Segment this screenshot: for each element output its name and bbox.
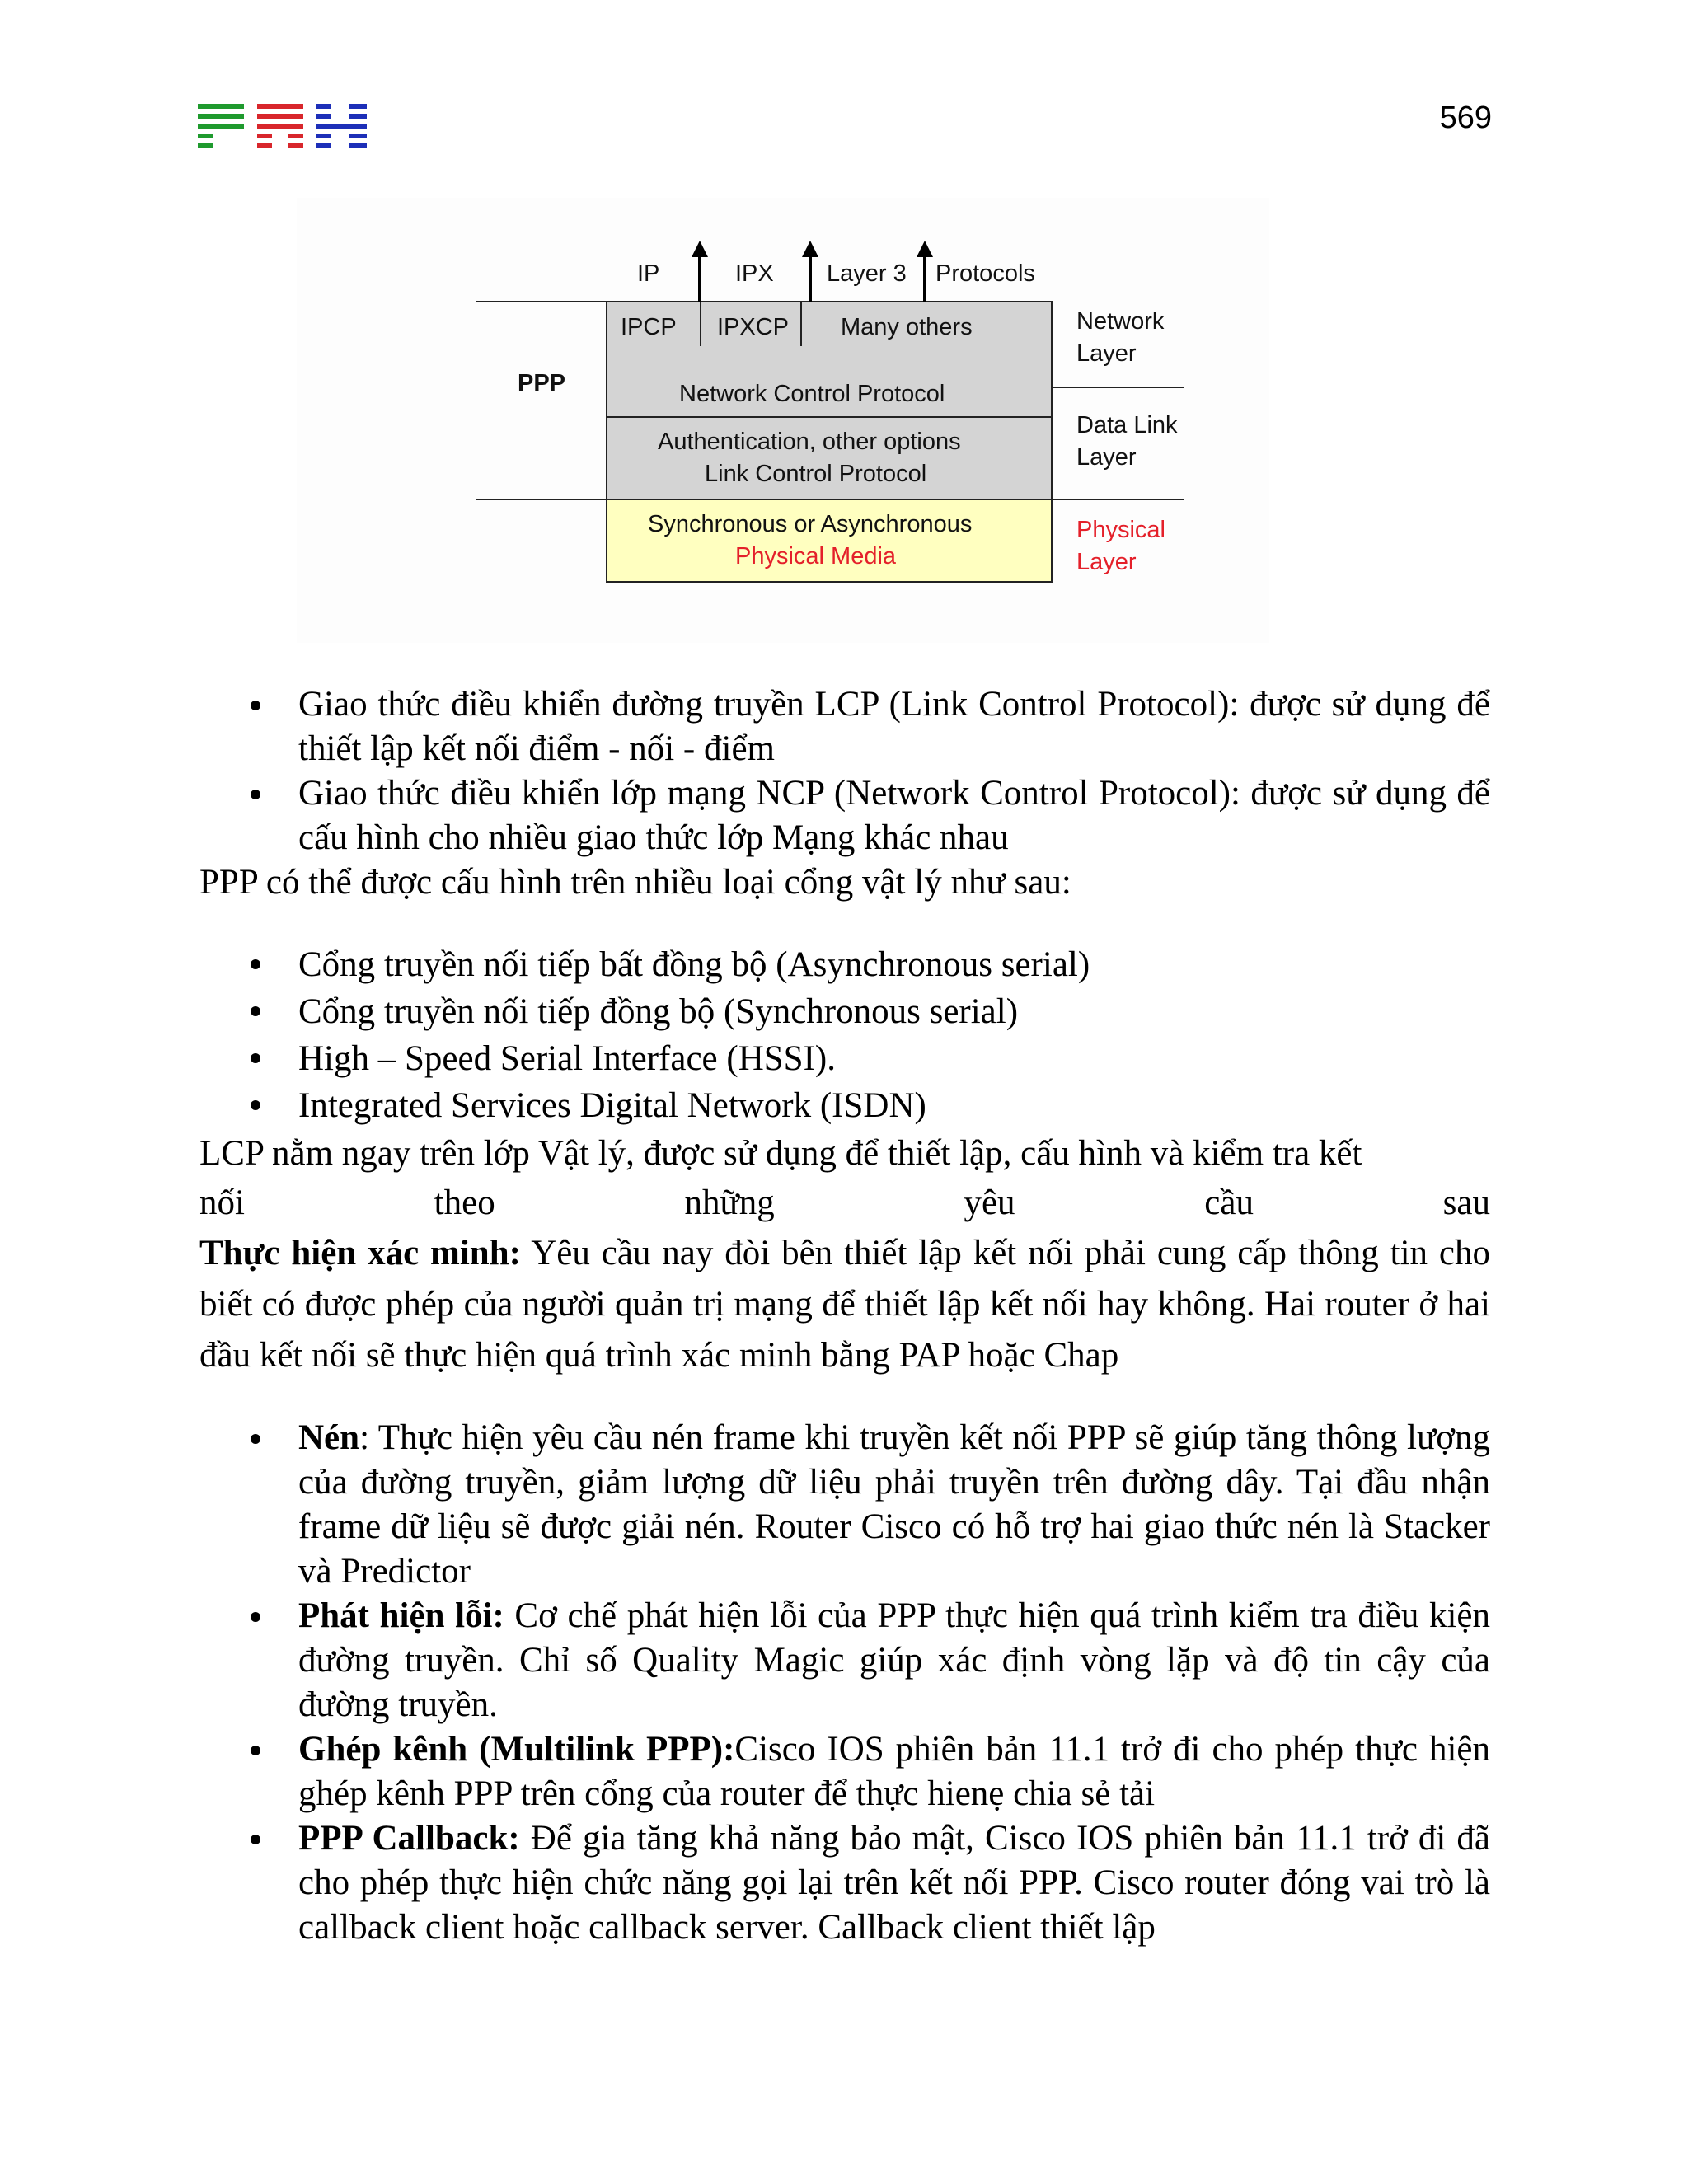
phys-line1: Synchronous or Asynchronous (648, 511, 973, 537)
paragraph: PPP có thể được cấu hình trên nhiều loại cổng vật lý như sau: (199, 863, 1071, 902)
protocol-bullet-list (199, 682, 1490, 860)
osi-datalink-1: Data Link (1076, 412, 1178, 438)
feature-text: : Thực hiện yêu cầu nén frame khi truyền kết nối PPP sẽ giúp tăng thông lượng của đường truyền, giảm lượng dữ liệu phải truyền trên đường dây. Tại đầu nhận frame dữ liệu sẽ được giải nén. Router Cisco có hỗ trợ hai giao thức nén là Stacker và Predictor (298, 1418, 1490, 1591)
ncp-label: Network Control Protocol (679, 381, 945, 407)
ncp-ipxcp: IPXCP (717, 314, 790, 340)
label-ipx: IPX (735, 260, 774, 287)
label-protocols: Protocols (935, 260, 1035, 287)
list-item: Integrated Services Digital Network (ISDN) (199, 1082, 1490, 1129)
verify-text: Yêu cầu nay đòi bên thiết lập kết nối phải cung cấp thông tin cho biết có được phép của người quản trị mạng để thiết lập kết nối hay không. Hai router ở hai đầu kết nối sẽ thực hiện quá trình xác minh bằng PAP hoặc Chap (199, 1234, 1490, 1375)
osi-datalink-2: Layer (1076, 444, 1137, 471)
osi-network-2: Layer (1076, 340, 1137, 367)
word: theo (434, 1183, 495, 1222)
feature-title: Ghép kênh (Multilink PPP): (298, 1730, 735, 1769)
list-item (199, 1594, 1490, 1727)
feature-title: Nén (298, 1418, 360, 1457)
page-number: 569 (1439, 101, 1492, 135)
list-item: Giao thức điều khiển lớp mạng NCP (Network Control Protocol): được sử dụng để cấu hình cho nhiều giao thức lớp Mạng khác nhau (199, 771, 1490, 860)
ppp-layer-diagram (297, 198, 1269, 643)
feature-text: Cisco IOS phiên bản 11.1 trở đi cho phép thực hiện ghép kênh PPP trên cổng của router để thực hienẹ chia sẻ tải (298, 1730, 1491, 1813)
lcp-line1: Authentication, other options (658, 429, 961, 455)
list-item: High – Speed Serial Interface (HSSI). (199, 1035, 1490, 1082)
label-layer3: Layer 3 (827, 260, 907, 287)
list-item: Cổng truyền nối tiếp bất đồng bộ (Asynchronous serial) (199, 941, 1490, 988)
ncp-ipcp: IPCP (621, 314, 677, 340)
osi-physical-1: Physical (1076, 517, 1165, 543)
word: những (684, 1183, 775, 1222)
feature-title: PPP Callback: (298, 1819, 520, 1858)
ncp-many-others: Many others (841, 314, 973, 340)
feature-text: Để gia tăng khả năng bảo mật, Cisco IOS phiên bản 11.1 trở đi đã cho phép thực hiện chức năng gọi lại trên kết nối PPP. Cisco router đóng vai trò là callback client hoặc callback server. Callback client thiết lập (298, 1819, 1491, 1947)
osi-network-1: Network (1076, 308, 1165, 335)
osi-physical-2: Layer (1076, 549, 1137, 575)
feature-text: Cơ chế phát hiện lỗi của PPP thực hiện quá trình kiểm tra điều kiện đường truyền. Chỉ số Quality Magic giúp xác định vòng lặp và độ tin cậy của đường truyền. (298, 1596, 1490, 1724)
ppp-label: PPP (518, 370, 566, 396)
label-ip: IP (637, 260, 660, 287)
list-item (199, 1816, 1490, 1950)
verify-heading: Thực hiện xác minh: (199, 1234, 521, 1272)
list-item (199, 1416, 1490, 1594)
lcp-line2: Link Control Protocol (705, 461, 927, 487)
word: cầu (1204, 1183, 1254, 1222)
list-item: Giao thức điều khiển đường truyền LCP (Link Control Protocol): được sử dụng để thiết lập kết nối điểm - nối - điểm (199, 682, 1490, 771)
interface-bullet-list (199, 941, 1490, 1129)
feature-title: Phát hiện lỗi: (298, 1596, 504, 1635)
list-item: Cổng truyền nối tiếp đồng bộ (Synchronous serial) (199, 988, 1490, 1035)
word: nối (199, 1183, 245, 1222)
verify-paragraph (199, 1228, 1490, 1381)
word: yêu (964, 1183, 1015, 1222)
pnh-logo (198, 104, 367, 148)
feature-bullet-list (199, 1416, 1490, 1950)
word: sau (1442, 1183, 1490, 1222)
phys-line2: Physical Media (735, 543, 897, 569)
list-item (199, 1727, 1490, 1816)
body-text (199, 682, 1490, 1950)
paragraph: LCP nằm ngay trên lớp Vật lý, được sử dụng để thiết lập, cấu hình và kiểm tra kết (199, 1134, 1362, 1173)
spread-line (199, 1179, 1490, 1228)
